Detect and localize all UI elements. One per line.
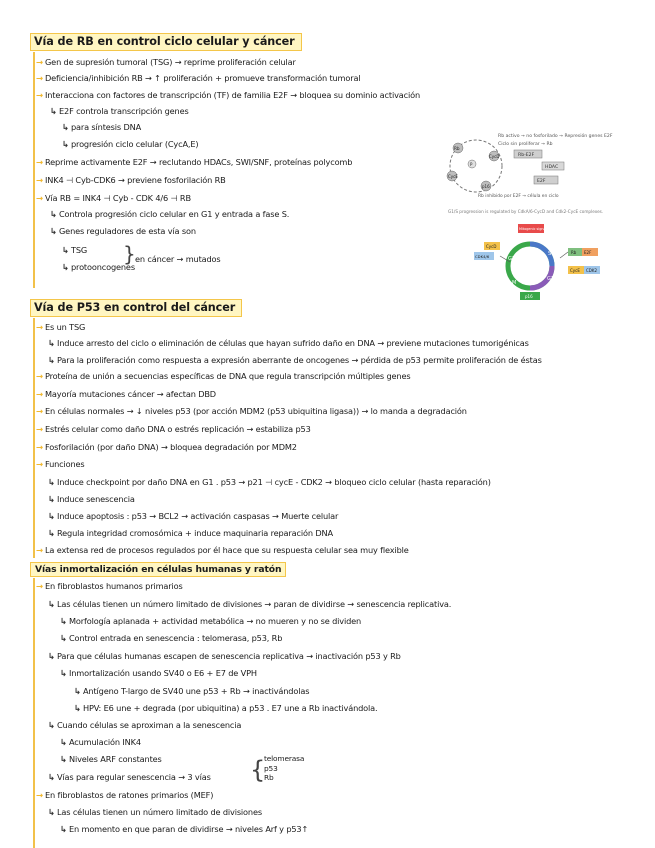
arrow-icon: → [36, 74, 43, 84]
arrow-icon: → [36, 91, 43, 101]
note-line: p53 [264, 764, 278, 773]
note-line: → Gen de supresión tumoral (TSG) → reprime proliferación celular [36, 57, 296, 68]
note-line: ↳ HPV: E6 une + degrada (por ubiquitina) a p53 . E7 une a Rb inactivándola. [74, 703, 378, 714]
fig-label: p16 [525, 294, 533, 299]
fig-label: CDK4/6 [475, 254, 490, 259]
note-line: ↳ Genes reguladores de esta vía son [50, 226, 196, 237]
section-margin-line [33, 52, 35, 288]
arrow-icon: → [36, 58, 43, 68]
note-line: → Estrés celular como daño DNA o estrés replicación → estabiliza p53 [36, 424, 311, 435]
sub-arrow-icon: ↳ [50, 227, 57, 237]
note-line: ↳ En momento en que paran de dividirse → niveles Arf y p53↑ [60, 824, 309, 835]
note-line: ↳ Inmortalización usando SV40 o E6 + E7 de VPH [60, 668, 257, 679]
note-line: ↳ protooncogenes [62, 262, 135, 273]
sub-arrow-icon: ↳ [60, 669, 67, 679]
fig-label: Rb-E2F [518, 153, 535, 158]
note-line: ↳ para síntesis DNA [62, 122, 142, 133]
note-line: → En fibroblastos humanos primarios [36, 581, 183, 592]
section-margin-line [33, 318, 35, 558]
note-line: → En células normales → ↓ niveles p53 (por acción MDM2 (p53 ubiquitina ligasa)) → lo manda a degradación [36, 406, 467, 417]
note-line: → Reprime activamente E2F → reclutando HDACs, SWI/SNF, proteínas polycomb [36, 157, 353, 168]
arrow-icon: → [36, 194, 43, 204]
sub-arrow-icon: ↳ [50, 210, 57, 220]
note-line: ↳ Control entrada en senescencia : telomerasa, p53, Rb [60, 633, 283, 644]
note-line: → Es un TSG [36, 322, 86, 333]
note-line: ↳ Niveles ARF constantes [60, 754, 162, 765]
fig-note: Rb activo → no fosforilado → Represión genes E2F [498, 134, 613, 139]
arrow-icon: → [36, 372, 43, 382]
arrow-icon: → [36, 546, 43, 556]
sub-arrow-icon: ↳ [60, 755, 67, 765]
phase-label: S [548, 251, 552, 257]
note-line: ↳ TSG [62, 245, 88, 256]
sub-arrow-icon: ↳ [48, 495, 55, 505]
fig-note: Rb inhibido por E2F → célula en ciclo [478, 194, 559, 199]
arrow-icon: → [36, 443, 43, 453]
note-line: → Mayoría mutaciones cáncer → afectan DBD [36, 389, 216, 400]
note-line: ↳ Induce senescencia [48, 494, 135, 505]
sub-arrow-icon: ↳ [48, 773, 55, 783]
note-line: → Deficiencia/inhibición RB → ↑ proliferación + promueve transformación tumoral [36, 73, 361, 84]
sub-arrow-icon: ↳ [48, 721, 55, 731]
note-line: → Vía RB = INK4 ⊣ Cyb - CDK 4/6 ⊣ RB [36, 193, 191, 204]
arrow-icon: → [36, 390, 43, 400]
sub-arrow-icon: ↳ [60, 738, 67, 748]
note-line: ↳ Para que células humanas escapen de senescencia replicativa → inactivación p53 y Rb [48, 651, 401, 662]
phase-label: G2 [547, 276, 555, 282]
note-line: ↳ Las células tienen un número limitado de divisiones → paran de dividirse → senescencia replicativa. [48, 599, 452, 610]
note-line: → Fosforilación (por daño DNA) → bloquea degradación por MDM2 [36, 442, 297, 453]
rb-pathway-figure [438, 128, 638, 200]
fig-label: Rb [571, 250, 577, 255]
note-line: ↳ Morfología aplanada + actividad metabólica → no mueren y no se dividen [60, 616, 362, 627]
cell-cycle-figure [470, 222, 610, 302]
arrow-icon: → [36, 323, 43, 333]
arrow-icon: → [36, 158, 43, 168]
sub-arrow-icon: ↳ [60, 634, 67, 644]
arrow-icon: → [36, 460, 43, 470]
note-line: → La extensa red de procesos regulados por él hace que su respuesta celular sea muy flexible [36, 545, 409, 556]
note-line: ↳ E2F controla transcripción genes [50, 106, 189, 117]
sub-arrow-icon: ↳ [48, 478, 55, 488]
note-line: ↳ Controla progresión ciclo celular en G1 y entrada a fase S. [50, 209, 290, 220]
note-line: ↳ Las células tienen un número limitado de divisiones [48, 807, 262, 818]
phase-label: G1 [508, 256, 516, 262]
arrow-icon: → [36, 407, 43, 417]
sub-arrow-icon: ↳ [48, 808, 55, 818]
arrow-icon: → [36, 176, 43, 186]
fig-label: p16 [482, 184, 490, 189]
fig-label: CycD [489, 154, 500, 159]
cell-cycle-diagram [470, 222, 610, 302]
sub-arrow-icon: ↳ [48, 600, 55, 610]
section-title-rb: Vía de RB en control ciclo celular y cáncer [30, 33, 302, 51]
sub-arrow-icon: ↳ [48, 339, 55, 349]
sub-arrow-icon: ↳ [74, 704, 81, 714]
fig-label: Mitogenic signals [519, 227, 549, 231]
note-line: ↳ Vías para regular senescencia → 3 vías [48, 772, 211, 783]
sub-arrow-icon: ↳ [48, 512, 55, 522]
note-line: ↳ Induce checkpoint por daño DNA en G1 . p53 → p21 ⊣ cycE - CDK2 → bloqueo ciclo celular (hasta reparación) [48, 477, 491, 488]
note-line: ↳ Regula integridad cromosómica + induce maquinaria reparación DNA [48, 528, 333, 539]
sub-arrow-icon: ↳ [62, 263, 69, 273]
phase-label: M [512, 280, 517, 286]
arrow-icon: → [36, 425, 43, 435]
section-title-immortalization: Vías inmortalización en células humanas y ratón [30, 562, 286, 577]
note-line: ↳ Para la proliferación como respuesta a expresión aberrante de oncogenes → pérdida de p53 permite proliferación de éstas [48, 355, 542, 366]
fig-label: CycE [570, 268, 580, 273]
note-line: → INK4 ⊣ Cyb-CDK6 → previene fosforilación RB [36, 175, 226, 186]
brace-icon: { [250, 756, 266, 784]
fig-label: P [470, 162, 473, 167]
sub-arrow-icon: ↳ [48, 356, 55, 366]
note-line: → Proteína de unión a secuencias específicas de DNA que regula transcripción múltiples genes [36, 371, 411, 382]
note-line: en cáncer → mutados [135, 254, 221, 264]
fig-label: E2F [537, 179, 546, 184]
figure-caption: G1/S progression is regulated by CdkA/6-CycD and Cdk2-CycE complexes. [448, 209, 604, 214]
sub-arrow-icon: ↳ [50, 107, 57, 117]
note-line: telomerasa [264, 754, 305, 763]
sub-arrow-icon: ↳ [62, 246, 69, 256]
sub-arrow-icon: ↳ [48, 529, 55, 539]
sub-arrow-icon: ↳ [60, 617, 67, 627]
note-line: ↳ progresión ciclo celular (CycA,E) [62, 139, 199, 150]
brace-icon: } [123, 242, 136, 266]
note-line: ↳ Induce arresto del ciclo o eliminación de células que hayan sufrido daño en DNA → previene mutaciones tumorigénicas [48, 338, 529, 349]
fig-note: Ciclo sin proliferar → Rb [498, 142, 553, 147]
note-line: ↳ Cuando células se aproximan a la senescencia [48, 720, 242, 731]
fig-label: E2F [584, 250, 592, 255]
arrow-icon: → [36, 582, 43, 592]
fig-label: CycE [448, 174, 458, 179]
note-line: → En fibroblastos de ratones primarios (MEF) [36, 790, 214, 801]
note-line: ↳ Acumulación INK4 [60, 737, 141, 748]
fig-label: CycD [486, 244, 497, 249]
sub-arrow-icon: ↳ [60, 825, 67, 835]
section-title-p53: Vía de P53 en control del cáncer [30, 299, 242, 317]
fig-label: CDK2 [586, 268, 598, 273]
note-line: → Funciones [36, 459, 85, 470]
note-line: ↳ Antígeno T-largo de SV40 une p53 + Rb → inactivándolas [74, 686, 310, 697]
sub-arrow-icon: ↳ [74, 687, 81, 697]
note-line: → Interacciona con factores de transcripción (TF) de familia E2F → bloquea su dominio activación [36, 90, 421, 101]
fig-label: Rb [454, 146, 460, 151]
sub-arrow-icon: ↳ [48, 652, 55, 662]
arrow-icon: → [36, 791, 43, 801]
section-margin-line [33, 578, 35, 848]
fig-label: HDAC [545, 165, 559, 170]
rb-pathway-diagram [438, 128, 638, 200]
note-line: Rb [264, 773, 274, 782]
sub-arrow-icon: ↳ [62, 140, 69, 150]
sub-arrow-icon: ↳ [62, 123, 69, 133]
note-line: ↳ Induce apoptosis : p53 → BCL2 → activación caspasas → Muerte celular [48, 511, 339, 522]
